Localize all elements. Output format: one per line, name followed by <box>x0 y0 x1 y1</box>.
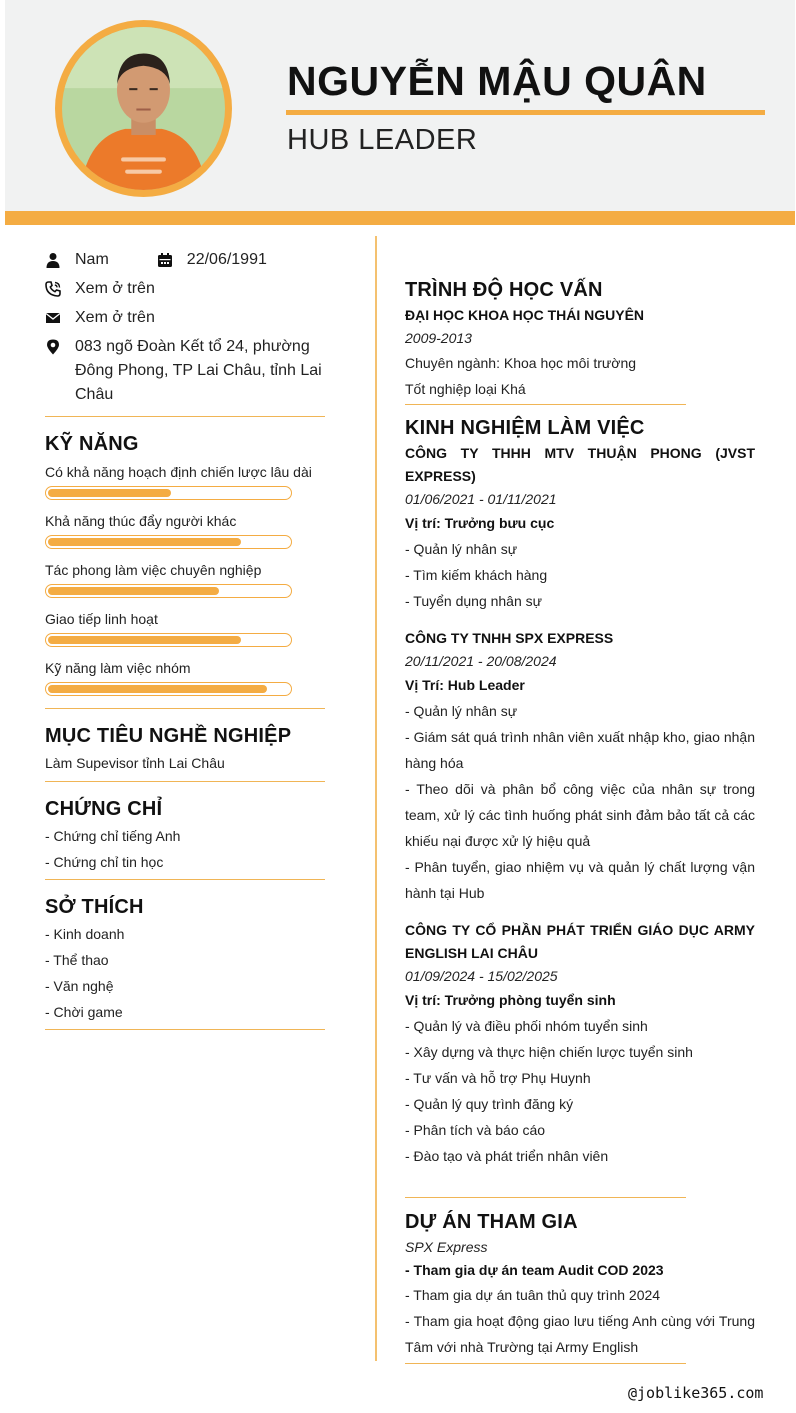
skill-bar-fill <box>48 685 267 693</box>
job-duty: - Phân tích và báo cáo <box>405 1122 546 1138</box>
skill-item <box>45 463 325 500</box>
section-divider <box>405 1197 686 1198</box>
project-org: SPX Express <box>405 1239 488 1255</box>
hobbies-section <box>45 894 325 1025</box>
phone-icon <box>45 277 75 301</box>
job-role: Vị trí: Trưởng bưu cục <box>405 515 555 531</box>
projects-title: DỰ ÁN THAM GIA <box>405 1211 578 1233</box>
section-divider <box>45 879 325 880</box>
job-duty: - Tuyển dụng nhân sự <box>405 593 543 609</box>
job-title: HUB LEADER <box>287 124 478 156</box>
projects-section <box>405 1208 755 1360</box>
skill-bar <box>45 633 292 647</box>
objective-section <box>45 723 325 772</box>
skill-bar-fill <box>48 587 219 595</box>
skills-list <box>45 463 325 696</box>
avatar <box>55 20 232 197</box>
left-column <box>45 248 325 1044</box>
job-entry <box>405 442 755 614</box>
education-period: 2009-2013 <box>405 330 472 346</box>
skill-bar <box>45 535 292 549</box>
contact-row-personal <box>45 248 325 272</box>
skill-item <box>45 561 325 598</box>
skills-title: KỸ NĂNG <box>45 433 139 455</box>
skill-bar <box>45 682 292 696</box>
list-item: - Kinh doanh <box>45 926 125 942</box>
job-duty: - Quản lý và điều phối nhóm tuyển sinh <box>405 1018 648 1034</box>
envelope-icon <box>45 306 75 330</box>
job-company: CÔNG TY THHH MTV THUẬN PHONG (JVST EXPRESS) <box>405 445 755 484</box>
address-value: 083 ngõ Đoàn Kết tổ 24, phường Đông Phong, TP Lai Châu, tỉnh Lai Châu <box>75 338 322 403</box>
right-column <box>405 276 755 1364</box>
job-duty: - Giám sát quá trình nhân viên xuất nhập kho, giao nhận hàng hóa <box>405 729 755 771</box>
skill-item <box>45 610 325 647</box>
column-divider <box>375 236 377 1361</box>
job-duty: - Tư vấn và hỗ trợ Phụ Huynh <box>405 1070 591 1086</box>
list-item: - Văn nghệ <box>45 978 114 994</box>
contact-row-address <box>45 335 325 407</box>
hobbies-title: SỞ THÍCH <box>45 896 144 918</box>
section-divider <box>45 708 325 709</box>
experience-section <box>405 414 755 1169</box>
skill-item <box>45 512 325 549</box>
section-divider <box>45 416 325 417</box>
skill-label: Có khả năng hoạch định chiến lược lâu dài <box>45 464 312 480</box>
section-divider <box>45 1029 325 1030</box>
phone-value: Xem ở trên <box>75 280 155 297</box>
job-role: Vị trí: Trưởng phòng tuyển sinh <box>405 992 616 1008</box>
hobbies-list <box>45 921 325 1025</box>
list-item: - Chứng chỉ tin học <box>45 854 164 870</box>
calendar-icon <box>157 248 187 272</box>
job-duty: - Quản lý nhân sự <box>405 541 518 557</box>
education-grade: Tốt nghiệp loại Khá <box>405 381 526 397</box>
job-period: 20/11/2021 - 20/08/2024 <box>405 653 557 669</box>
section-divider <box>405 1363 686 1364</box>
skill-label: Tác phong làm việc chuyên nghiệp <box>45 562 262 578</box>
birthday-value: 22/06/1991 <box>186 251 267 268</box>
skill-label: Kỹ năng làm việc nhóm <box>45 660 191 676</box>
watermark: @joblike365.com <box>628 1384 764 1402</box>
certificates-title: CHỨNG CHỈ <box>45 798 163 820</box>
project-item: - Tham gia hoạt động giao lưu tiếng Anh cùng với Trung Tâm với nhà Trường tại Army English <box>405 1313 755 1355</box>
project-item: - Tham gia dự án tuân thủ quy trình 2024 <box>405 1287 661 1303</box>
skills-section <box>45 431 325 696</box>
certificates-list <box>45 823 325 875</box>
skill-bar-fill <box>48 538 241 546</box>
skill-bar-fill <box>48 636 241 644</box>
gender-value: Nam <box>75 251 109 268</box>
person-icon <box>45 248 75 272</box>
candidate-name: NGUYỄN MẬU QUÂN <box>287 58 707 104</box>
profile-photo <box>62 27 225 190</box>
job-period: 01/06/2021 - 01/11/2021 <box>405 491 557 507</box>
experience-title: KINH NGHIỆM LÀM VIỆC <box>405 417 645 439</box>
skill-bar-fill <box>48 489 171 497</box>
email-value: Xem ở trên <box>75 309 155 326</box>
skill-label: Khả năng thúc đẩy người khác <box>45 513 237 529</box>
header-accent-band <box>5 211 795 225</box>
project-highlight: - Tham gia dự án team Audit COD 2023 <box>405 1262 664 1278</box>
objective-title: MỤC TIÊU NGHỀ NGHIỆP <box>45 725 292 747</box>
section-divider <box>405 404 686 405</box>
education-major: Chuyên ngành: Khoa học môi trường <box>405 355 637 371</box>
section-divider <box>45 781 325 782</box>
list-item: - Chứng chỉ tiếng Anh <box>45 828 181 844</box>
contact-row-phone <box>45 277 325 301</box>
job-duty: - Theo dõi và phân bổ công việc của nhân sự trong team, xử lý các tình huống phát sinh đảm bảo tất cả các khiếu nại được xử lý hiệu quả <box>405 781 755 849</box>
job-role: Vị Trí: Hub Leader <box>405 677 525 693</box>
gender-item <box>45 248 157 272</box>
list-item: - Thể thao <box>45 952 109 968</box>
job-duty: - Tìm kiếm khách hàng <box>405 567 548 583</box>
location-pin-icon <box>45 335 75 359</box>
name-underline <box>286 110 765 115</box>
job-duty: - Đào tạo và phát triển nhân viên <box>405 1148 609 1164</box>
contact-row-email <box>45 306 325 330</box>
skill-bar <box>45 486 292 500</box>
education-section <box>405 276 755 402</box>
job-company: CÔNG TY TNHH SPX EXPRESS <box>405 630 614 646</box>
job-entry <box>405 919 755 1169</box>
birthday-item <box>157 248 325 272</box>
school-name: ĐẠI HỌC KHOA HỌC THÁI NGUYÊN <box>405 307 645 323</box>
job-duty: - Phân tuyển, giao nhiệm vụ và quản lý chất lượng vận hành tại Hub <box>405 859 755 901</box>
skill-label: Giao tiếp linh hoạt <box>45 611 158 627</box>
job-duty: - Xây dựng và thực hiện chiến lược tuyển sinh <box>405 1044 693 1060</box>
job-entry <box>405 627 755 906</box>
job-duty: - Quản lý nhân sự <box>405 703 518 719</box>
list-item: - Chời game <box>45 1004 123 1020</box>
job-duty: - Quản lý quy trình đăng ký <box>405 1096 574 1112</box>
certificates-section <box>45 796 325 875</box>
education-title: TRÌNH ĐỘ HỌC VẤN <box>405 279 603 301</box>
job-company: CÔNG TY CỔ PHẦN PHÁT TRIỂN GIÁO DỤC ARMY ENGLISH LAI CHÂU <box>405 922 755 961</box>
skill-bar <box>45 584 292 598</box>
job-period: 01/09/2024 - 15/02/2025 <box>405 968 558 984</box>
objective-text: Làm Supevisor tỉnh Lai Châu <box>45 755 225 771</box>
skill-item <box>45 659 325 696</box>
